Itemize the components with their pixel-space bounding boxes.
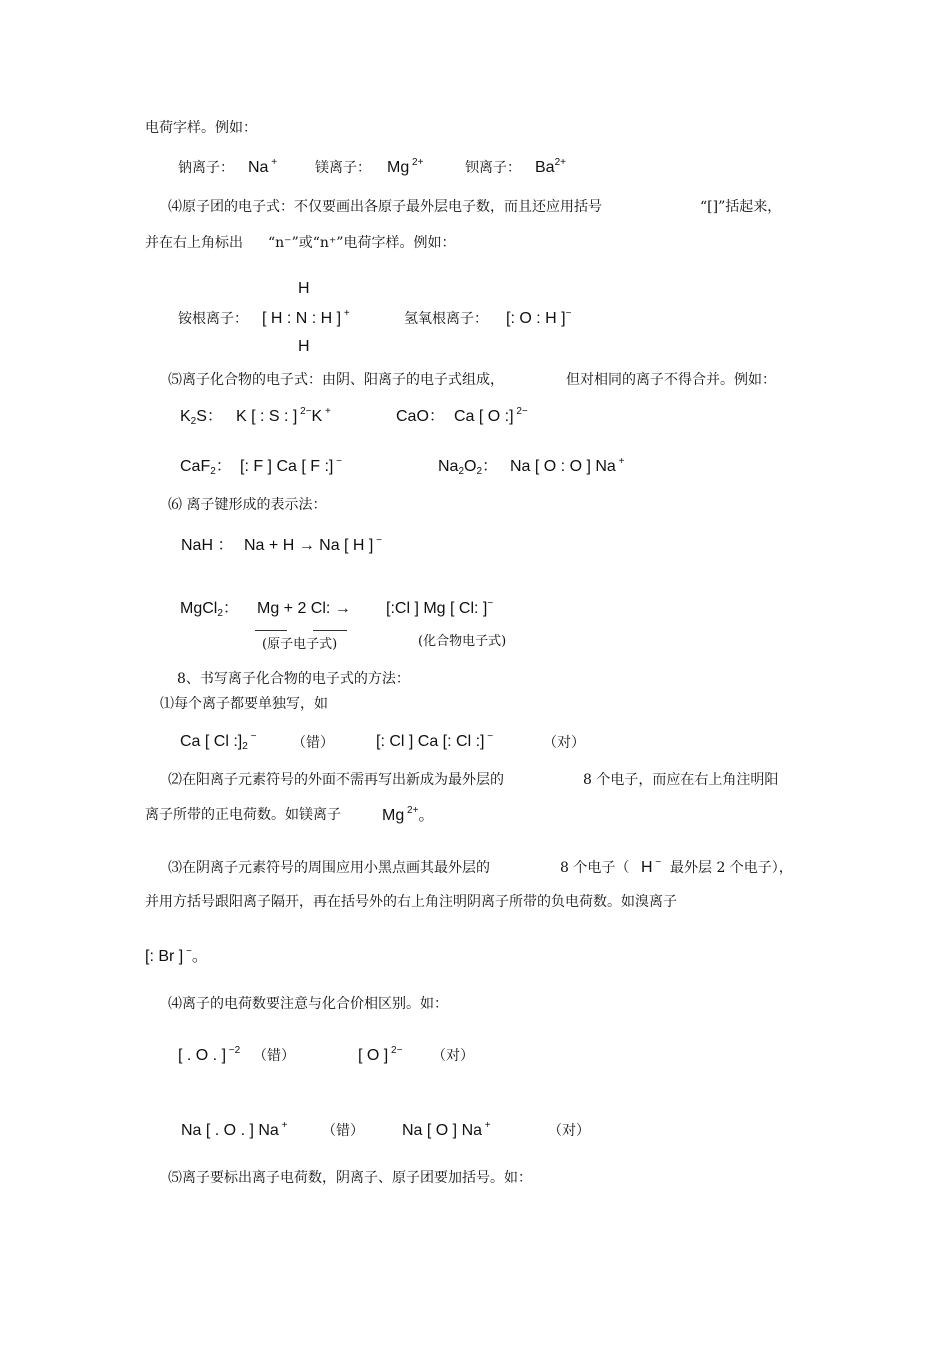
formula-h-minus: H − <box>641 857 662 876</box>
text-line: 离子所带的正电荷数。如镁离子 <box>145 807 341 823</box>
formula-na2o-wrong: Na [ . O . ] Na + <box>181 1120 288 1139</box>
label-wrong: （错） <box>253 1048 295 1064</box>
formula-o-right: [ O ] $^{2-}$ <box>358 1045 403 1064</box>
formula-mgcl2-label: MgCl$_2$： <box>180 600 239 619</box>
text-line: ⑴每个离子都要单独写，如 <box>160 696 328 712</box>
formula-cao: Ca [ O :] $^{2-}$ <box>454 406 528 425</box>
formula-na2o2-label: $Na_2O_2$： <box>438 458 499 477</box>
label-right: （对） <box>432 1048 474 1064</box>
text-label: 钠离子： <box>178 160 234 176</box>
caption-atom: (原子电子式) <box>262 637 338 652</box>
text-line: 8 个电子，而应在右上角注明阳 <box>583 772 779 788</box>
label-wrong: （错） <box>322 1123 364 1139</box>
text-line: ⑷离子的电荷数要注意与化合价相区别。如： <box>168 996 448 1012</box>
underline <box>313 630 347 631</box>
text-line: “n⁻”或“n⁺”电荷字样。例如： <box>268 235 456 251</box>
formula-mg-ion: Mg $^{2+}$ <box>387 157 424 176</box>
formula-na-ion: Na + <box>248 157 278 176</box>
text-line: ⑵在阳离子元素符号的外面不需再写出新成为最外层的 <box>168 772 504 788</box>
formula-mg-inline: Mg $^{2+}$。 <box>382 805 435 824</box>
formula-nh4-h-bottom: H <box>298 338 310 355</box>
label-wrong: （错） <box>292 735 334 751</box>
label-right: （对） <box>543 735 585 751</box>
text-line: 电荷字样。例如： <box>145 120 257 136</box>
formula-mgcl2-compound: [:Cl ] Mg [ Cl: ]− <box>386 598 494 617</box>
text-line: ⑸离子要标出离子电荷数，阴离子、原子团要加括号。如： <box>168 1170 532 1186</box>
text-line: ⑶在阴离子元素符号的周围应用小黑点画其最外层的 <box>168 860 490 876</box>
formula-nah: Na + H → Na [ H ] − <box>244 535 382 554</box>
formula-k2s: K [ : S : ] $^{2-}$K + <box>236 406 331 425</box>
formula-caf2-label: CaF$_2$： <box>180 458 232 477</box>
formula-o-wrong: [ . O . ] $^{-2}$ <box>178 1045 241 1064</box>
formula-nah-label: NaH ： <box>181 537 234 554</box>
text-label: 钡离子： <box>465 160 521 176</box>
formula-ba-ion: $Ba^{2+}$ <box>535 157 566 176</box>
label-right: （对） <box>548 1123 590 1139</box>
text-label: 铵根离子： <box>178 311 248 327</box>
formula-cacl2-right: [: Cl ] Ca [: Cl :] − <box>376 731 494 750</box>
formula-cao-label: CaO： <box>396 408 445 425</box>
text-line: ⑹ 离子键形成的表示法： <box>168 497 327 513</box>
formula-k2s-label: $K_2S$： <box>180 408 223 427</box>
text-line: “[]”括起来， <box>700 199 782 215</box>
formula-nh4-h-top: H <box>298 280 310 297</box>
formula-na2o-right: Na [ O ] Na + <box>402 1120 491 1139</box>
underline <box>255 630 287 631</box>
text-line: 并用方括号跟阳离子隔开，再在括号外的右上角注明阴离子所带的负电荷数。如溴离子 <box>145 894 677 910</box>
text-label: 氢氧根离子： <box>404 311 488 327</box>
text-line: 但对相同的离子不得合并。例如： <box>566 372 776 388</box>
text-line: 8、书写离子化合物的电子式的方法： <box>177 671 410 687</box>
formula-mgcl2-atoms: Mg + 2 Cl: → <box>257 600 351 617</box>
text-label: 镁离子： <box>315 160 371 176</box>
text-line: 8 个电子（ <box>560 860 630 876</box>
formula-cacl2-wrong: Ca [ Cl $:]_2$ − <box>180 731 257 752</box>
formula-br-ion: [: Br ] −。 <box>145 946 208 965</box>
formula-nh4: [ H : N : H ] + <box>262 308 350 327</box>
formula-oh: [: O : H ]− <box>506 308 572 327</box>
text-line: ⑸离子化合物的电子式：由阴、阳离子的电子式组成， <box>168 372 504 388</box>
formula-caf2: [: F ] Ca [ F :] − <box>240 456 342 475</box>
text-line: ⑷原子团的电子式：不仅要画出各原子最外层电子数，而且还应用括号 <box>168 199 602 215</box>
text-line: 最外层 2 个电子）， <box>670 860 793 876</box>
text-line: 并在右上角标出 <box>145 235 243 251</box>
caption-compound: (化合物电子式) <box>418 634 507 649</box>
formula-na2o2: Na [ O : O ] Na + <box>510 456 625 475</box>
